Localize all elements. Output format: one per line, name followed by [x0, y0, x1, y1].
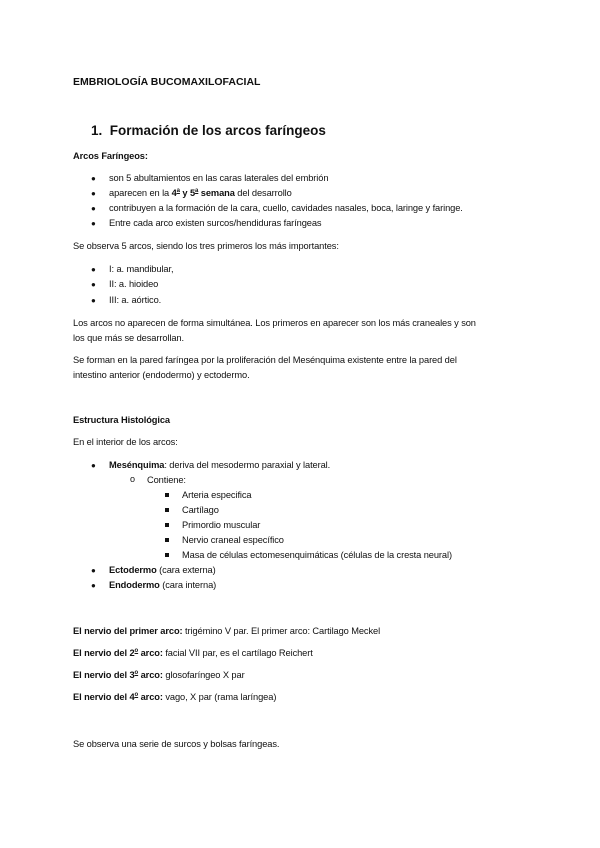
para1-line2: los que más se desarrollan. — [73, 333, 184, 343]
bullet-icon: ● — [91, 265, 96, 274]
square-bullet-icon — [165, 493, 169, 497]
nervio-arco-2: El nervio del 2$^o$ arco: facial VII par, es el cartílago Reichert — [73, 648, 313, 658]
bullet-icon: ● — [91, 461, 96, 470]
endodermo-item: Endodermo (cara interna) — [109, 580, 217, 590]
nervio-arco-1: El nervio del primer arco: trigémino V par. El primer arco: Cartilago Meckel — [73, 626, 381, 636]
section-number: 1. — [91, 123, 103, 138]
section-heading — [91, 123, 326, 138]
square-bullet-icon — [165, 508, 169, 512]
contiene-label: Contiene: — [147, 475, 186, 485]
ectodermo-item: Ectodermo (cara externa) — [109, 565, 216, 575]
arcos-item-3: contribuyen a la formación de la cara, cuello, cavidades nasales, boca, laringe y faringe. — [109, 203, 463, 213]
bullet-icon: ● — [91, 219, 96, 228]
nervio-arco-4: El nervio del 4$^o$ arco: vago, X par (rama laríngea) — [73, 692, 277, 702]
arco-roman-3: III: a. aórtico. — [109, 295, 162, 305]
arcos-item-4: Entre cada arco existen surcos/hendiduras faríngeas — [109, 218, 322, 228]
para2-line2: intestino anterior (endodermo) y ectodermo. — [73, 370, 250, 380]
bullet-icon: ● — [91, 296, 96, 305]
bullet-icon: ● — [91, 189, 96, 198]
contiene-item-4: Nervio craneal específico — [182, 535, 284, 545]
square-bullet-icon — [165, 553, 169, 557]
circle-bullet-icon: o — [130, 474, 136, 484]
para1-line1: Los arcos no aparecen de forma simultánea. Los primeros en aparecer son los más craneales y son — [73, 318, 476, 328]
bullet-icon: ● — [91, 204, 96, 213]
bullet-icon: ● — [91, 174, 96, 183]
bullet-icon: ● — [91, 581, 96, 590]
arcos-item-1: son 5 abultamientos en las caras laterales del embrión — [109, 173, 329, 183]
contiene-item-5: Masa de células ectomesenquimáticas (células de la cresta neural) — [182, 550, 452, 560]
bullet-icon: ● — [91, 280, 96, 289]
contiene-item-2: Cartílago — [182, 505, 219, 515]
contiene-item-1: Arteria especifica — [182, 490, 252, 500]
nervio-arco-3: El nervio del 3$^o$ arco: glosofaríngeo X par — [73, 670, 245, 680]
arco-roman-1: I: a. mandibular, — [109, 264, 174, 274]
contiene-item-3: Primordio muscular — [182, 520, 261, 530]
document-title: EMBRIOLOGÍA BUCOMAXILOFACIAL — [73, 76, 261, 88]
square-bullet-icon — [165, 538, 169, 542]
arcos-item-2: aparecen en la 4$^a$ y 5$^a$ semana del desarrollo — [109, 188, 292, 198]
arco-roman-2: II: a. hioideo — [109, 279, 159, 289]
final-text: Se observa una serie de surcos y bolsas faríngeas. — [73, 739, 280, 749]
observa-text: Se observa 5 arcos, siendo los tres primeros los más importantes: — [73, 241, 339, 251]
bullet-icon: ● — [91, 566, 96, 575]
arcos-heading: Arcos Faríngeos: — [73, 151, 148, 161]
para2-line1: Se forman en la pared faríngea por la proliferación del Mesénquima existente entre la pared del — [73, 355, 457, 365]
section-title: Formación de los arcos faríngeos — [109, 123, 326, 138]
estructura-heading: Estructura Histológica — [73, 415, 170, 425]
mesenquima-item: Mesénquima: deriva del mesodermo paraxial y lateral. — [109, 460, 331, 470]
interior-text: En el interior de los arcos: — [73, 437, 178, 447]
square-bullet-icon — [165, 523, 169, 527]
